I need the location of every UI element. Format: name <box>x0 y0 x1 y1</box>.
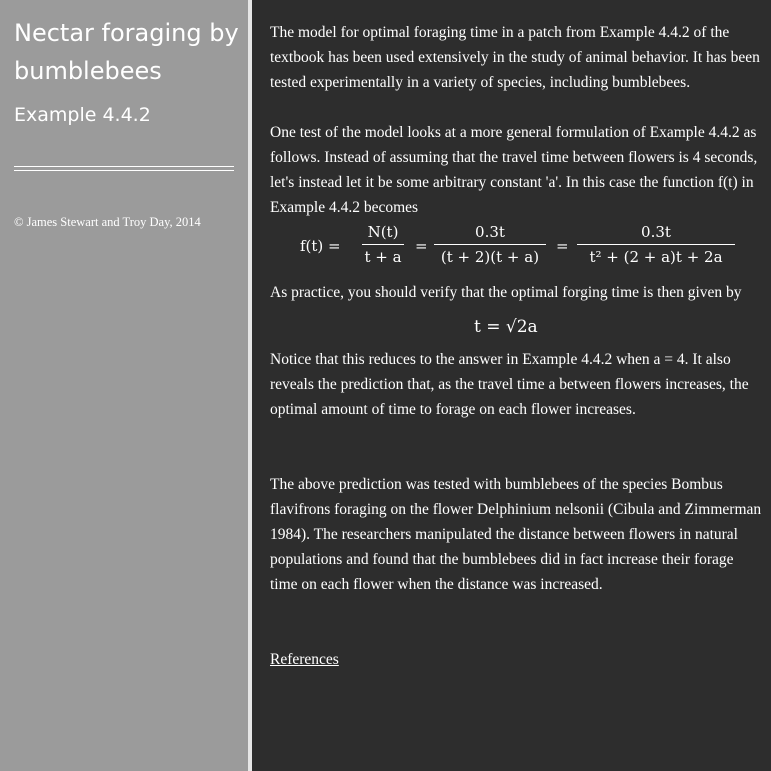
fraction-2-denominator: (t + 2)(t + a) <box>440 248 540 266</box>
optimal-time-formula: t = √2a <box>474 317 538 337</box>
fraction-3-bar <box>577 244 735 245</box>
fraction-1 <box>362 222 404 267</box>
fraction-1-bar <box>362 244 404 245</box>
fraction-2-bar <box>434 244 546 245</box>
sidebar <box>0 0 248 771</box>
column-divider <box>248 0 252 771</box>
fraction-1-numerator: N(t) <box>367 223 399 241</box>
equation-optimal-time <box>270 305 762 347</box>
fraction-2-numerator: 0.3t <box>475 223 505 241</box>
references-link[interactable]: References <box>270 651 339 668</box>
fraction-2 <box>434 222 546 267</box>
equals-sign-a: = <box>415 237 428 255</box>
copyright-notice: © James Stewart and Troy Day, 2014 <box>14 215 201 229</box>
equals-sign-b: = <box>556 237 569 255</box>
paragraph-prediction: Notice that this reduces to the answer in Example 4.4.2 when a = 4. It also reveals the prediction that, as the travel time a between flowers increases, the optimal amount of time to forage on each flower increases. <box>270 351 749 418</box>
paragraph-model: One test of the model looks at a more general formulation of Example 4.4.2 as follows. Instead of assuming that the travel time between flowers is 4 seconds, let's instead let it be some arbitrary constant 'a'. In this case the function f(t) in Example 4.4.2 becomes <box>270 124 758 216</box>
fraction-3-numerator: 0.3t <box>641 223 671 241</box>
fraction-3 <box>577 222 735 267</box>
paragraph-practice: As practice, you should verify that the optimal forging time is then given by <box>270 284 742 301</box>
equation-f-of-t <box>270 220 762 278</box>
example-subtitle: Example 4.4.2 <box>14 104 151 126</box>
main-content <box>270 20 762 672</box>
fraction-1-denominator: t + a <box>364 248 402 266</box>
fraction-3-denominator: t² + (2 + a)t + 2a <box>589 248 723 266</box>
page-title: Nectar foraging by bumblebees <box>14 19 239 85</box>
paragraph-experiment: The above prediction was tested with bumblebees of the species Bombus flavifrons foraging on the flower Delphinium nelsonii (Cibula and Zimmerman 1984). The researchers manipulated the distance between flowers in natural populations and found that the bumblebees did in fact increase their forage time on each flower when the distance was increased. <box>270 476 762 593</box>
sidebar-divider <box>14 166 234 171</box>
equation-lhs: f(t) = <box>300 237 341 255</box>
paragraph-intro: The model for optimal foraging time in a patch from Example 4.4.2 of the textbook has been used extensively in the study of animal behavior. It has been tested experimentally in a variety of species, including bumblebees. <box>270 24 760 91</box>
